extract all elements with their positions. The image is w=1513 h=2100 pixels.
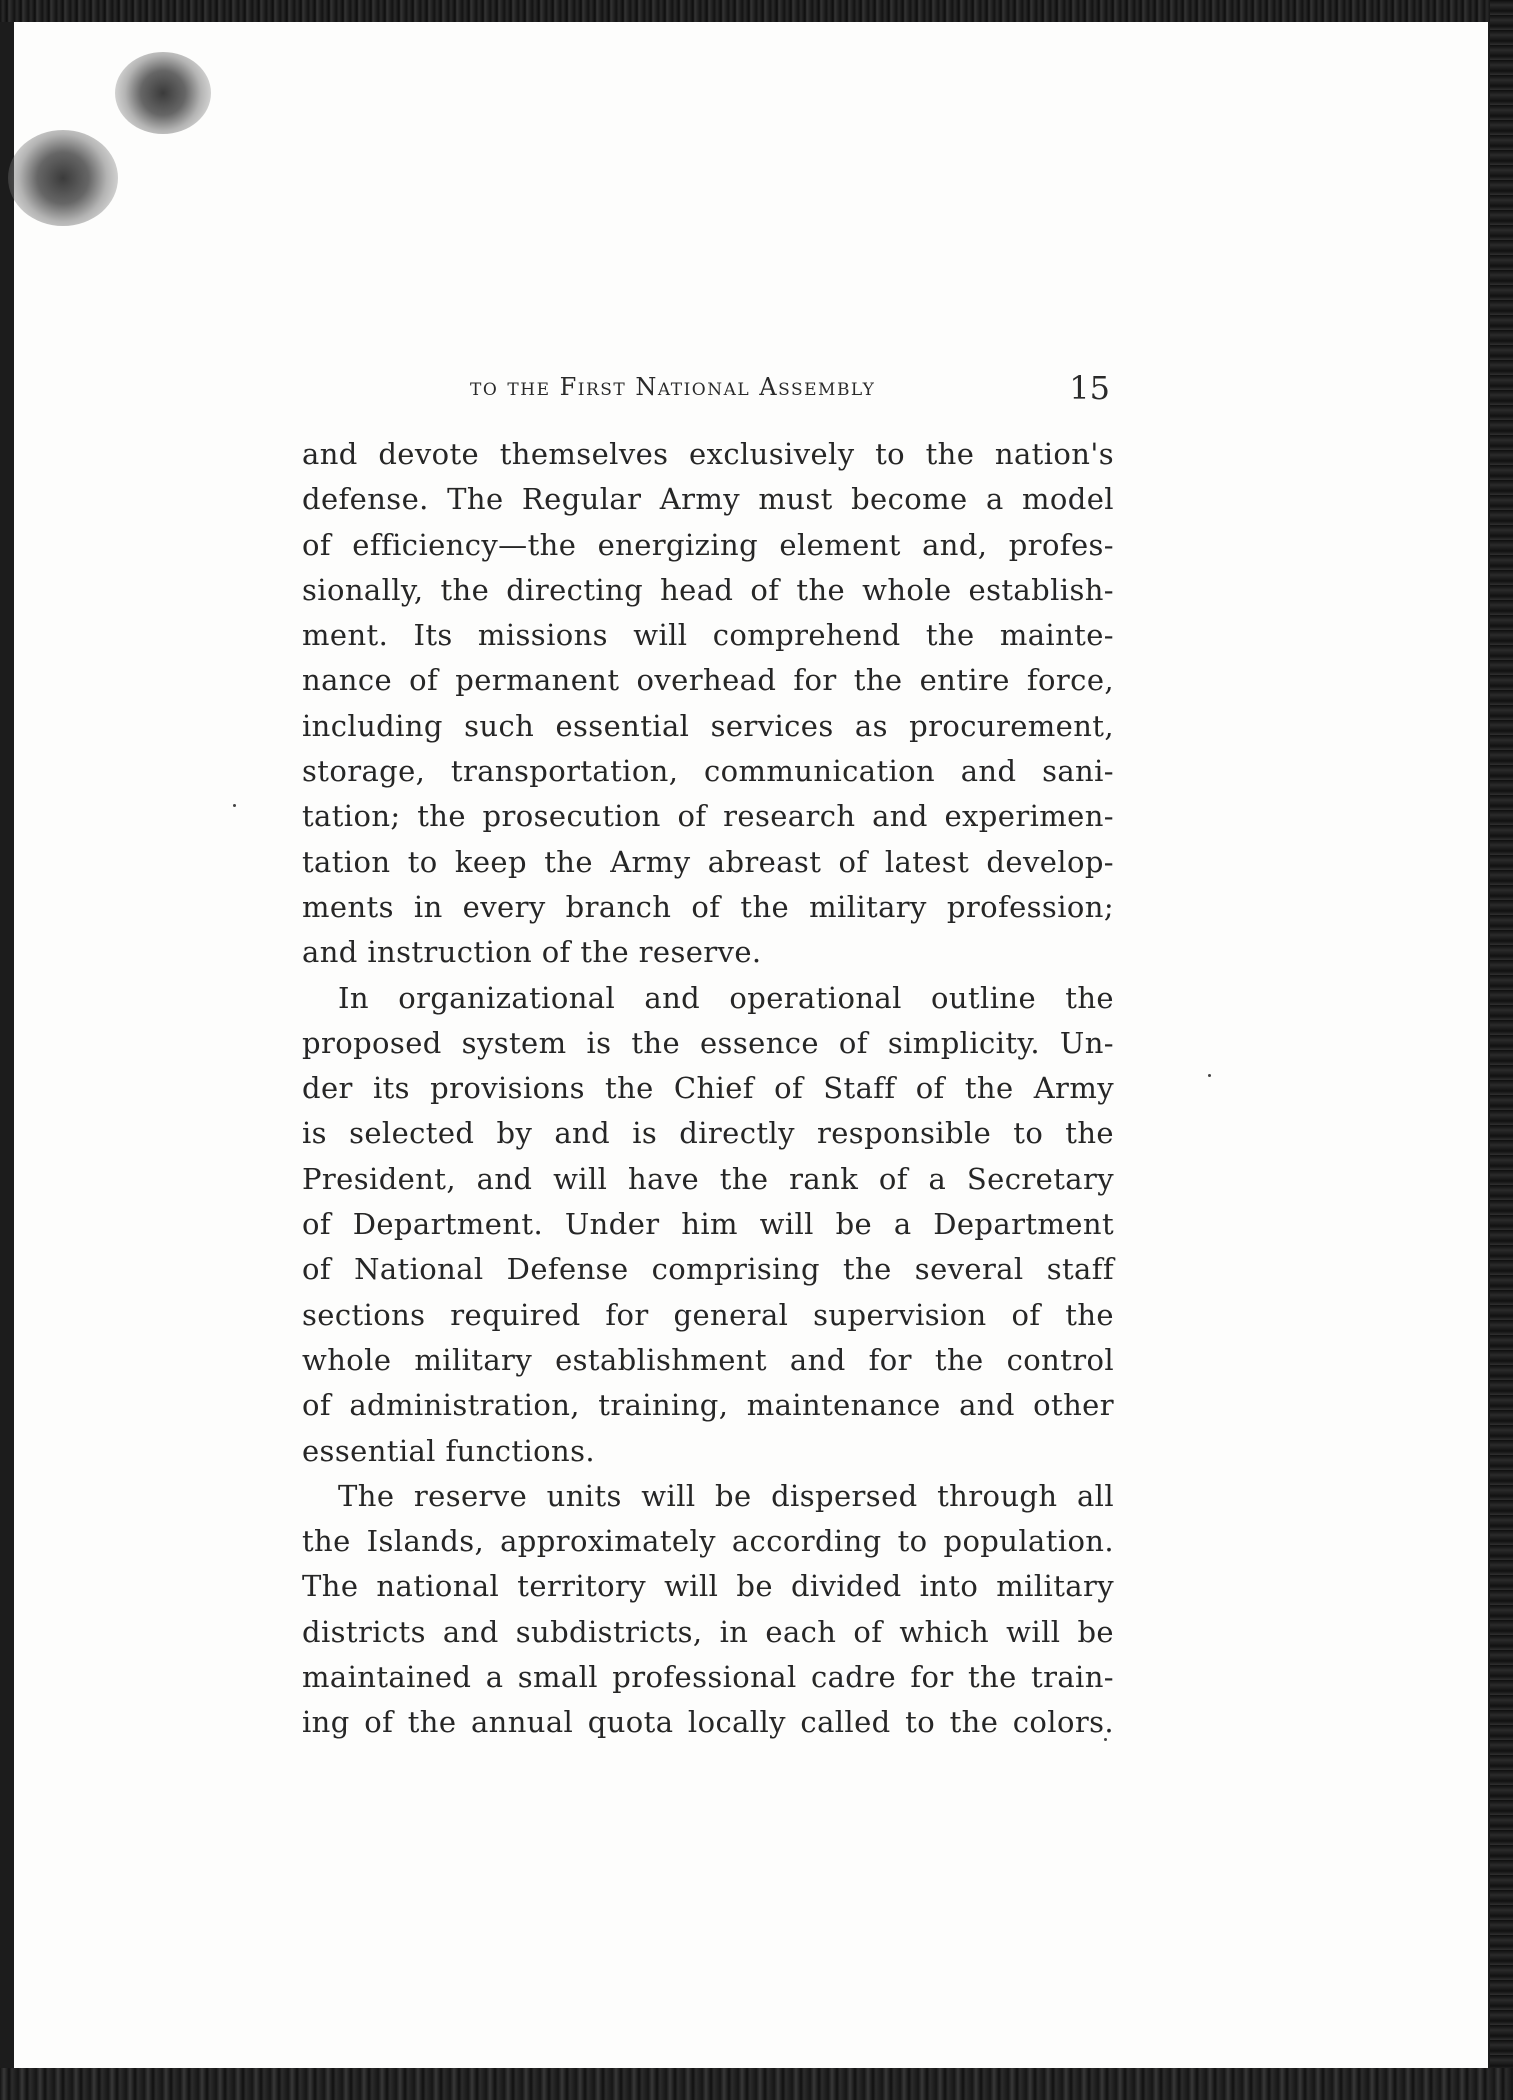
punch-hole-mark bbox=[115, 52, 211, 134]
running-head bbox=[470, 369, 1110, 409]
page-number: 15 bbox=[1069, 369, 1110, 407]
dust-speck bbox=[1208, 1074, 1211, 1077]
text-line: tation; the prosecution of research and experimen- bbox=[302, 799, 1114, 834]
text-line: The national territory will be divided into military bbox=[302, 1569, 1114, 1604]
text-line: ment. Its missions will comprehend the mainte- bbox=[302, 618, 1114, 653]
text-line: sections required for general supervision of the bbox=[302, 1297, 1114, 1332]
paragraph-2 bbox=[302, 976, 1114, 1474]
book-page bbox=[14, 22, 1488, 2068]
text-line: ing of the annual quota locally called to the colors. bbox=[302, 1705, 1114, 1740]
text-line: whole military establishment and for the control bbox=[302, 1342, 1114, 1377]
text-line: In organizational and operational outline the bbox=[338, 980, 1114, 1015]
text-line: President, and will have the rank of a Secretary bbox=[302, 1161, 1114, 1196]
text-line: including such essential services as procurement, bbox=[302, 708, 1114, 743]
scan-border-bottom bbox=[0, 2068, 1513, 2100]
text-line: of administration, training, maintenance and other bbox=[302, 1388, 1114, 1423]
scan-border-top bbox=[0, 0, 1513, 22]
text-line: the Islands, approximately according to population. bbox=[302, 1524, 1114, 1559]
text-line: sionally, the directing head of the whole establish- bbox=[302, 572, 1114, 607]
text-line: proposed system is the essence of simplicity. Un- bbox=[302, 1025, 1114, 1060]
text-line: of Department. Under him will be a Department bbox=[302, 1207, 1114, 1242]
text-line: essential functions. bbox=[302, 1433, 595, 1468]
text-line: der its provisions the Chief of Staff of the Army bbox=[302, 1071, 1114, 1106]
running-head-title: to the First National Assembly bbox=[470, 373, 876, 401]
dust-speck bbox=[233, 804, 236, 807]
text-line: and devote themselves exclusively to the nation's bbox=[302, 437, 1114, 471]
text-line: storage, transportation, communication and sani- bbox=[302, 754, 1114, 789]
scan-border-right bbox=[1490, 0, 1513, 2100]
text-line: defense. The Regular Army must become a model bbox=[302, 482, 1114, 517]
text-line: is selected by and is directly responsible to the bbox=[302, 1116, 1114, 1151]
text-line: and instruction of the reserve. bbox=[302, 935, 762, 970]
text-line: The reserve units will be dispersed through all bbox=[338, 1478, 1114, 1513]
paragraph-3 bbox=[302, 1474, 1114, 1746]
paragraph-1 bbox=[302, 432, 1114, 976]
text-line: nance of permanent overhead for the entire force, bbox=[302, 663, 1114, 698]
text-line: maintained a small professional cadre for the train- bbox=[302, 1660, 1114, 1695]
text-line: districts and subdistricts, in each of which will be bbox=[302, 1614, 1114, 1649]
text-line: tation to keep the Army abreast of latest develop- bbox=[302, 844, 1114, 879]
text-line: of efficiency—the energizing element and, profes- bbox=[302, 527, 1114, 562]
text-line: ments in every branch of the military profession; bbox=[302, 889, 1114, 924]
text-line: of National Defense comprising the several staff bbox=[302, 1252, 1114, 1287]
punch-hole-mark bbox=[8, 130, 118, 226]
body-text bbox=[302, 432, 1114, 1746]
